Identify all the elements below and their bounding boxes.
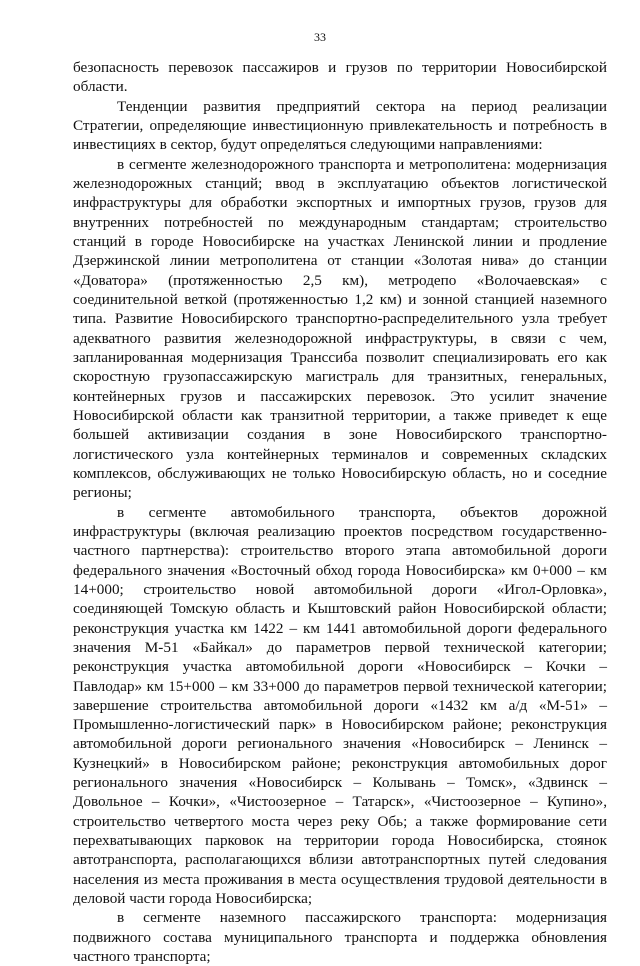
- paragraph-intro: Тенденции развития предприятий сектора на период реализации Стратегии, определяющие инвестиционную привлекательность и потребность в инвестициях в сектор, будут определяться следующими направлениями:: [73, 97, 607, 154]
- paragraph-passenger-transport: в сегменте наземного пассажирского транспорта: модернизация подвижного состава муниципального транспорта и поддержка обновления частного транспорта;: [73, 909, 607, 966]
- document-body: [73, 58, 607, 966]
- paragraph-continuation: безопасность перевозок пассажиров и грузов по территории Новосибирской области.: [73, 59, 607, 96]
- paragraph-railway: в сегменте железнодорожного транспорта и метрополитена: модернизация железнодорожных станций; ввод в эксплуатацию объектов логистической инфраструктуры для обработки экспортных и импортных грузов, грузов для внутренних потребностей по международным стандартам; строительство станций в городе Новосибирске на участках Ленинской линии и продление Дзержинской линии метрополитена от станции «Золотая нива» до станции «Доватора» (протяженностью 2,5 км), метродепо «Волочаевская» с соединительной веткой (протяженностью 1,2 км) и зонной станцией наземного типа. Развитие Новосибирского транспортно-распределительного узла требует адекватного развития железнодорожной инфраструктуры, в связи с чем, запланированная модернизация Транссиба позволит специализировать его как скоростную грузопассажирскую магистраль для транзитных, генеральных, контейнерных грузов и пассажирских перевозок. Это усилит значение Новосибирской области как транзитной территории, а также приведет к еще большей активизации создания в зоне Новосибирского транспортно-логистического узла контейнерных терминалов и современных складских комплексов, обслуживающих не только Новосибирскую область, но и соседние регионы;: [73, 155, 607, 502]
- page-number: 33: [314, 30, 326, 44]
- paragraph-road: в сегменте автомобильного транспорта, объектов дорожной инфраструктуры (включая реализацию проектов посредством государственно-частного партнерства): строительство второго этапа автомобильной дороги федерального значения «Восточный обход города Новосибирска» км 0+000 – км 14+000; строительство новой автомобильной дороги «Игол-Орловка», соединяющей Томскую область и Кыштовский район Новосибирской области; реконструкция участка км 1422 – км 1441 автомобильной дороги федерального значения М-51 «Байкал» до параметров первой технической категории; реконструкция участка автомобильной дороги «Новосибирск – Кочки – Павлодар» км 15+000 – км 33+000 до параметров первой технической категории; завершение строительства автомобильной дороги «1432 км а/д «М-51» – Промышленно-логистический парк» в Новосибирском районе; реконструкция автомобильной дороги регионального значения «Новосибирск – Ленинск – Кузнецкий» в Новосибирском районе; реконструкция автомобильных дорог регионального значения «Новосибирск – Колывань – Томск», «Здвинск – Довольное – Кочки», «Чистоозерное – Татарск», «Чистоозерное – Купино», строительство четвертого моста через реку Обь; а также формирование сети перехватывающих парковок на территории города Новосибирска, стоянок автотранспорта, располагающихся вблизи автотранспортных путей следования населения из места проживания в места осуществления трудовой деятельности в деловой части города Новосибирска;: [73, 503, 607, 908]
